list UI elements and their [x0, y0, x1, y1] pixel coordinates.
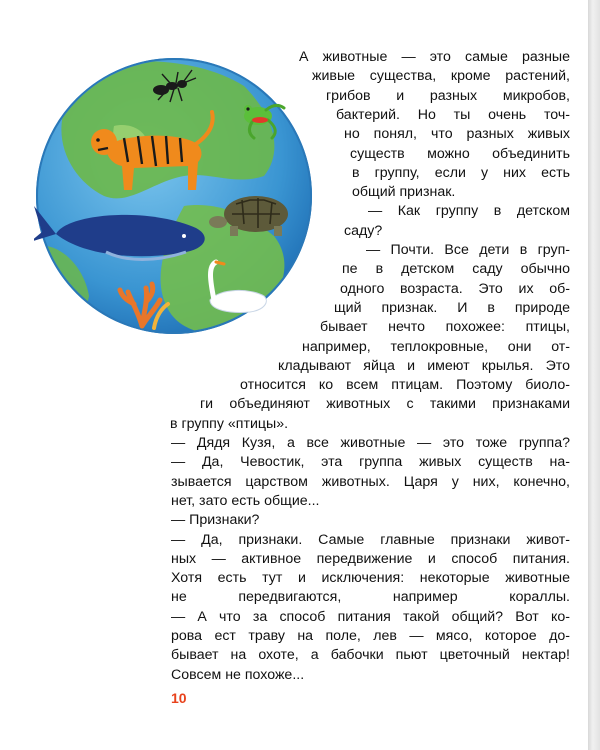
text-line: ных — активное передвижение и способ питания. — [171, 550, 570, 567]
text-line: бывает на охоте, а бабочки пьют цветочный нектар! — [171, 647, 570, 664]
text-line: — Да, Чевостик, эта группа живых существ на- — [171, 454, 570, 471]
text-line: А животные — это самые разные — [299, 49, 570, 65]
text-line: Совсем не похоже... — [171, 666, 305, 683]
text-line: саду? — [344, 222, 383, 239]
text-line: общий признак. — [352, 184, 456, 201]
text-line: существ можно объединить — [350, 145, 570, 162]
text-line: — Почти. Все дети в груп- — [366, 242, 570, 258]
text-line: например, теплокровные, они от- — [302, 338, 570, 355]
page-edge — [588, 0, 600, 750]
text-line: кладывают яйца и имеют крылья. Это — [278, 357, 570, 374]
text-line: нет, зато есть общие... — [171, 492, 320, 509]
text-line: пе в детском саду обычно — [342, 261, 570, 278]
text-line: грибов и разных микробов, — [326, 87, 570, 104]
text-line: одного возраста. Это их об- — [340, 280, 570, 297]
text-line: живые существа, кроме растений, — [312, 68, 570, 85]
text-line: бактерий. Но ты очень точ- — [336, 106, 570, 123]
text-line: — Признаки? — [171, 512, 260, 529]
text-line: зывается царством животных. Царя у них, конечно, — [171, 473, 570, 490]
text-line: в группу, если у них есть — [352, 164, 570, 181]
text-line: — Как группу в детском — [368, 203, 570, 220]
text-line: щий признак. И в природе — [334, 299, 570, 316]
text-line: рова ест траву на поле, лев — мясо, которое до- — [171, 628, 570, 644]
text-line: — Дядя Кузя, а все животные — это тоже группа? — [171, 435, 570, 451]
text-line: в группу «птицы». — [170, 415, 289, 432]
text-line: относится ко всем птицам. Поэтому биоло- — [240, 377, 570, 394]
text-line: бывает нечто похожее: птицы, — [320, 319, 570, 336]
page-number: 10 — [171, 690, 187, 706]
text-line: — А что за способ питания такой общий? Вот ко- — [171, 608, 570, 625]
text-line: — Да, признаки. Самые главные признаки живот- — [171, 531, 570, 548]
text-line: но понял, что разных живых — [344, 126, 570, 143]
text-line: ги объединяют животных с такими признаками — [200, 396, 570, 413]
text-line: Хотя есть тут и исключения: некоторые животные — [171, 570, 570, 587]
text-line: не передвигаются, например кораллы. — [171, 589, 570, 606]
